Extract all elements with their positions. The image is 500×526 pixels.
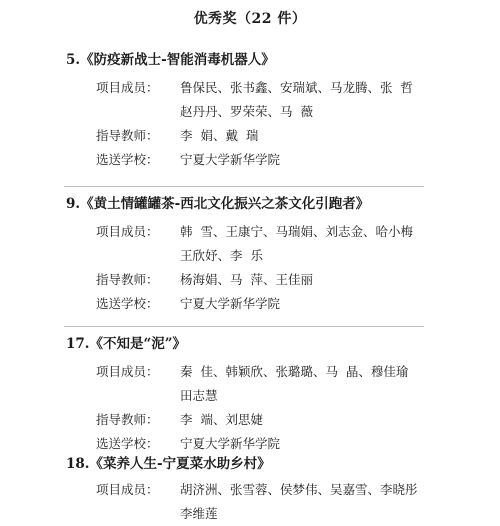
- members-row: [66, 76, 486, 124]
- members-row: [66, 360, 486, 408]
- advisors-label: 指导教师：: [96, 412, 159, 427]
- advisors-label: 指导教师：: [96, 128, 159, 143]
- entry-title: 9.《黄土情罐罐茶-西北文化振兴之茶文化引跑者》: [66, 196, 370, 212]
- members-value: 秦 佳、韩颖欣、张璐璐、马 晶、穆佳瑜 田志慧: [180, 364, 409, 403]
- entry-5: [66, 50, 486, 172]
- school-label: 选送学校：: [96, 152, 159, 167]
- advisors-row: [66, 124, 486, 148]
- school-label: 选送学校：: [96, 436, 159, 451]
- school-row: [66, 432, 486, 456]
- members-label: 项目成员：: [96, 364, 159, 379]
- members-label: 项目成员：: [96, 80, 159, 95]
- advisors-row: [66, 268, 486, 292]
- members-label: 项目成员：: [96, 482, 159, 497]
- members-row: [66, 478, 486, 526]
- award-heading: 优秀奖（22 件）: [193, 11, 307, 27]
- entry-18: [66, 454, 486, 526]
- school-value: 宁夏大学新华学院: [180, 436, 281, 451]
- entry-title: 17.《不知是“泥”》: [66, 336, 187, 352]
- advisors-value: 李 端、刘思婕: [180, 412, 263, 427]
- section-divider: [64, 326, 424, 327]
- advisors-value: 李 娟、戴 瑞: [180, 128, 259, 143]
- entry-title: 5.《防疫新战士-智能消毒机器人》: [66, 52, 275, 68]
- advisors-row: [66, 408, 486, 432]
- advisors-value: 杨海娟、马 萍、王佳丽: [180, 272, 313, 287]
- entry-9: [66, 194, 486, 316]
- school-value: 宁夏大学新华学院: [180, 296, 281, 311]
- school-row: [66, 148, 486, 172]
- section-divider: [64, 186, 424, 187]
- members-value: 鲁保民、张书鑫、安瑞斌、马龙腾、张 哲 赵丹丹、罗荣荣、马 薇: [180, 80, 413, 119]
- entry-title: 18.《菜养人生-宁夏菜水助乡村》: [66, 456, 271, 472]
- members-label: 项目成员：: [96, 224, 159, 239]
- school-value: 宁夏大学新华学院: [180, 152, 281, 167]
- school-row: [66, 292, 486, 316]
- entry-17: [66, 334, 486, 456]
- school-label: 选送学校：: [96, 296, 159, 311]
- members-value: 胡济洲、张雪蓉、侯梦伟、吴嘉雪、李晓彤 李维莲: [180, 482, 418, 521]
- advisors-label: 指导教师：: [96, 272, 159, 287]
- members-row: [66, 220, 486, 268]
- members-value: 韩 雪、王康宁、马瑞娟、刘志金、哈小梅 王欣妤、李 乐: [180, 224, 413, 263]
